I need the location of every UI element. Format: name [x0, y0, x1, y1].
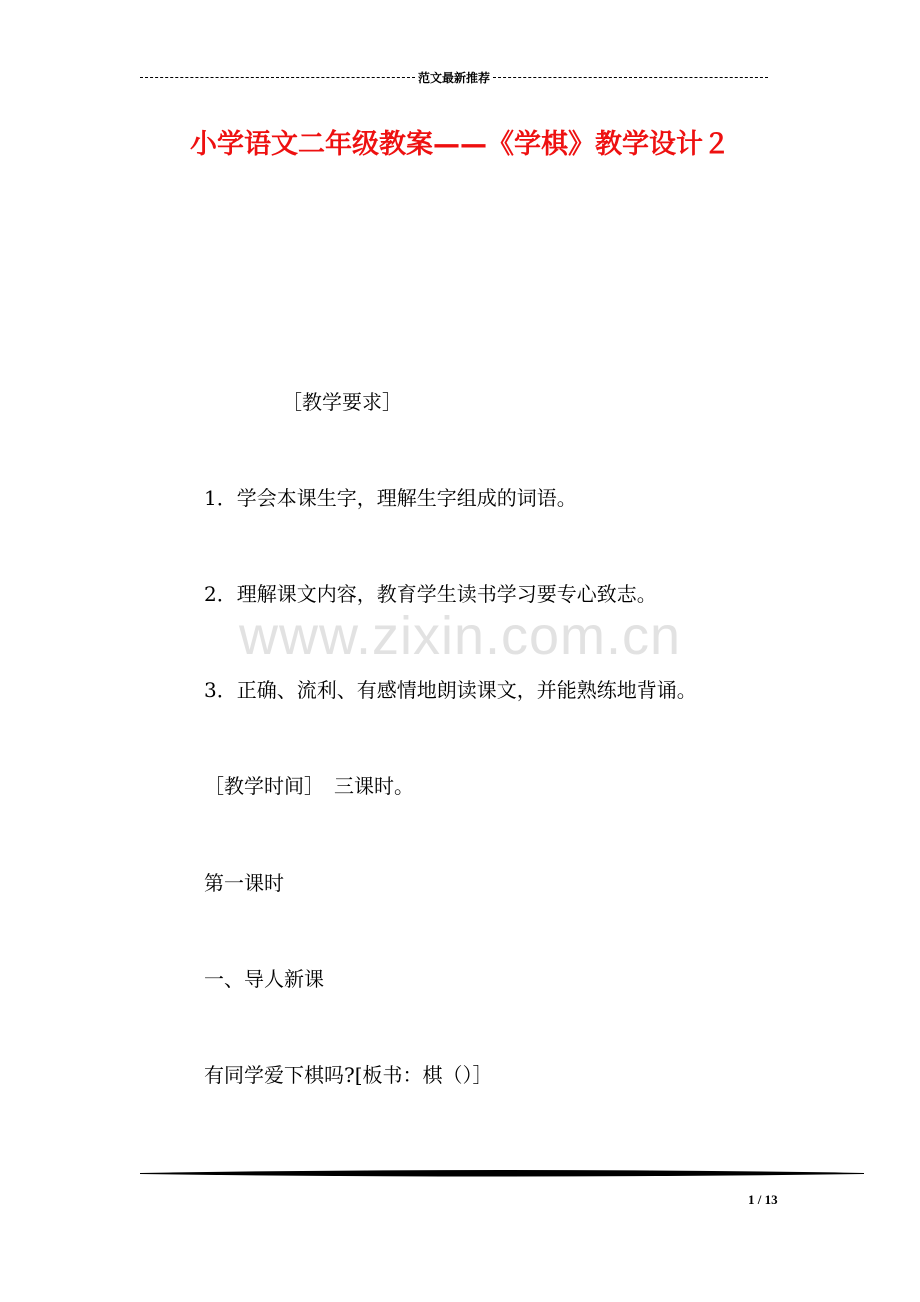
watermark: www.zixin.com.cn: [238, 606, 682, 666]
teaching-time: ［教学时间］ 三课时。: [204, 774, 414, 798]
page-number: 1 / 13: [748, 1192, 778, 1207]
requirement-item-3: 3．正确、流利、有感情地朗读课文，并能熟练地背诵。: [204, 678, 697, 702]
requirement-item-2: 2．理解课文内容，教育学生读书学习要专心致志。: [204, 582, 657, 606]
section-heading: 一、导人新课: [204, 967, 324, 991]
requirements-heading: ［教学要求］: [282, 390, 402, 414]
header-dash-right: [493, 77, 768, 78]
question-line: 有同学爱下棋吗?[板书：棋（）］: [204, 1063, 493, 1087]
footer-rule: [140, 1168, 864, 1180]
document-title: 小学语文二年级教案——《学棋》教学设计２: [190, 129, 730, 160]
header-label: 范文最新推荐: [418, 70, 491, 85]
lesson-heading: 第一课时: [204, 871, 284, 895]
requirement-item-1: 1．学会本课生字，理解生字组成的词语。: [204, 486, 577, 510]
header-dash-left: [140, 77, 415, 78]
page-header: [140, 67, 768, 87]
